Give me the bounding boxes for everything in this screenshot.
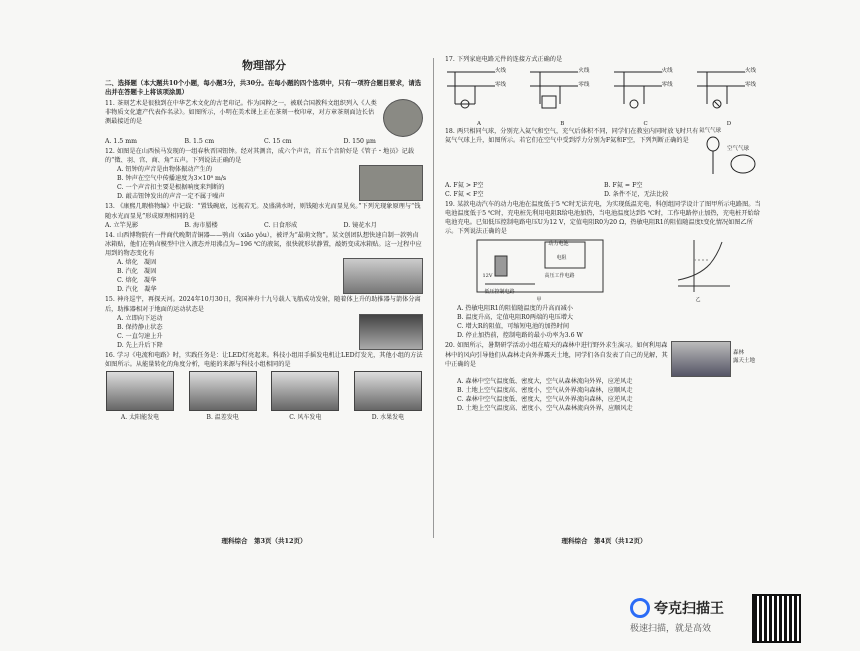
option-a: A. 1.5 mm (105, 138, 137, 145)
option-a: A. F氦 > F空 (445, 181, 484, 189)
circuit-figures (445, 236, 763, 304)
circuit-d (695, 64, 763, 126)
high-voltage-label: 高压工作电路 (544, 273, 575, 280)
circuit-a (445, 64, 513, 126)
figure-yi (664, 236, 734, 304)
resistor-label: 电阻 (556, 255, 567, 262)
option-label: D. 水果发电 (371, 414, 405, 422)
option-c: C. 森林中空气温度低、密度大，空气从外界流向森林，应逆风走 (457, 396, 633, 404)
brand-slogan: 极速扫描，就是高效 (630, 624, 712, 634)
option-c: C. 15 cm (264, 138, 292, 145)
bell-set-photo (359, 165, 423, 201)
scanner-logo-icon (630, 598, 650, 618)
open-land-label: 露天土地 (733, 358, 756, 365)
neutral-wire-label: 零线 (661, 82, 673, 89)
question-number: 16. (105, 351, 115, 359)
question-stem: 某款电动汽车的动力电池在温度低于5 ℃时无法充电，为实现低温充电，科创组同学设计了图甲所示电路图。当电池温度低于5 ℃时，充电桩先利用电阻R给电池加热，当电池温度达到5 ℃时，工作电路停止加热，充电桩开始给电池充电。已知低压控制电路电压U为12 V，定值电阻R0为20 Ω，热敏电阻R1的阻值随温度t变化情况如图乙所示。下列说法正确的是 (445, 200, 761, 236)
question-number: 18. (445, 128, 455, 136)
option-d: D. 150 μm (343, 138, 376, 145)
neutral-wire-label: 零线 (495, 82, 507, 89)
option-a (105, 371, 175, 422)
section-header: 二、选择题（本大题共10个小题，每小题3分，共30分。在每小题的四个选项中，只有一项符合题目要求，请选出并在答题卡上将该项涂黑） (105, 79, 422, 96)
option-d: D. 镜花水月 (343, 221, 377, 229)
option-a: A. 立即向下运动 (117, 314, 163, 322)
circuit-b (528, 64, 596, 126)
option-c: C (643, 121, 648, 128)
scanner-watermark (630, 598, 750, 638)
option-b: B. 1.5 cm (184, 138, 215, 145)
windmill-photo (271, 371, 339, 411)
question-number: 15. (105, 296, 115, 304)
question-15 (105, 295, 423, 349)
question-stem: 两只相同气球，分别充入氦气和空气，充气后体积不同，同学们在教室内同时放飞时只有氦气气球上升，如图所示。若它们在空气中受到浮力分别为F氦和F空，下列判断正确的是 (445, 128, 699, 145)
balloon-figure (699, 127, 763, 180)
question-16 (105, 351, 423, 423)
option-label: B. 温差发电 (206, 414, 239, 422)
question-12 (105, 147, 423, 201)
option-c: C. 一个声音扣主要是根据响度来判断的 (117, 184, 225, 192)
option-d: D. 停止加热前，控制电路的最小功率为3.6 W (457, 332, 583, 340)
neutral-wire-label: 零线 (744, 82, 756, 89)
question-17 (445, 55, 763, 126)
question-20 (445, 341, 763, 413)
question-number: 14. (105, 231, 115, 239)
forest-label: 森林 (733, 350, 745, 357)
resistance-temperature-graph (664, 236, 734, 296)
option-b: B. 温度升高，定值电阻R0两端的电压增大 (457, 314, 574, 322)
circuit-options (445, 64, 763, 126)
live-wire-label: 火线 (661, 68, 673, 75)
option-d: D. 先上升后下降 (117, 341, 163, 349)
options (445, 190, 763, 199)
option-a: A. 热敏电阻R1的阻值随温度的升高而减小 (457, 305, 573, 313)
options (445, 181, 763, 190)
question-stem: 下列家庭电路元件的连接方式正确的是 (457, 56, 563, 63)
option-b: B. 钟声在空气中传播速度为3×10⁸ m/s (117, 175, 227, 183)
option-label: A. 太阳能发电 (120, 414, 160, 422)
question-stem: 如图是在山西侯马发现的一组春秋晋国钮钟。经对其测音，成六个声音，首五个音阶好是《管子・地员》记载的“徵、羽、宫、商、角”五声。下列说法正确的是 (105, 148, 414, 165)
figure-jia (475, 236, 605, 304)
brand-name: 夸克扫描王 (654, 601, 724, 617)
question-13 (105, 202, 423, 229)
question-stem: 学习《电流和电路》时，实践任务是：让LED灯亮起来。科技小组用手摇发电机让LED灯发光，其他小组的方法如图所示。从能量转化的角度分析，电能的来源与科技小组相同的是 (105, 351, 423, 369)
options (105, 221, 423, 230)
question-14 (105, 231, 423, 295)
low-voltage-label: 低压控制电路 (484, 289, 515, 296)
option-a: A. 钮钟的声音是由物体振动产生的 (117, 166, 213, 174)
circuit-c (612, 64, 680, 126)
qr-code-icon (752, 594, 801, 643)
option-d: D. 土地上空气温度高、密度小，空气从森林流向外界，应顺风走 (457, 405, 633, 413)
figure-yi-caption: 乙 (695, 297, 701, 304)
question-number: 20. (445, 342, 455, 350)
voltage-label: 12V (482, 273, 493, 280)
option-a: A. 森林中空气温度低、密度大，空气从森林流向外界，应逆风走 (457, 378, 633, 386)
owl-vessel-photo (343, 258, 423, 294)
option-a: A. 立竿见影 (105, 221, 139, 229)
option-label: C. 风车发电 (289, 414, 322, 422)
page-divider (433, 58, 434, 538)
page-title: 物理部分 (242, 59, 286, 72)
figure-jia-caption: 甲 (536, 297, 542, 304)
question-19 (445, 200, 763, 341)
question-stem: 山西博物院有一件商代晚期青铜器——鸮卣（xiāo yǒu），被评为“最萌文物”。某文创团队想快速自制一款鸮卣冰箱贴，他们在鸮卣模型中注入液态并用沸点为−196 ℃的液氮，很快就形状静置，敲奶变成冰箱贴。这一过程中应用到的物态变化有 (105, 231, 422, 258)
option-c: C. 一直匀速上升 (117, 332, 163, 340)
question-18 (445, 127, 763, 198)
question-number: 17. (445, 56, 455, 63)
option-c (270, 371, 340, 422)
option-b: B. 海市蜃楼 (184, 221, 218, 229)
option-b: B (560, 121, 565, 128)
air-balloon-label: 空气气球 (727, 146, 750, 153)
rocket-launch-photo (359, 314, 423, 350)
option-a: A. 熔化 凝固 (117, 259, 157, 267)
option-d: D. 汽化 凝华 (117, 286, 157, 294)
option-images (105, 371, 423, 422)
option-b (188, 371, 258, 422)
option-d: D (726, 121, 732, 128)
thermoelectric-photo (189, 371, 257, 411)
page-footer: 理科综合 第3页（共12页） (221, 537, 307, 545)
forest-figure (671, 341, 763, 377)
battery-label: 动力电池 (548, 241, 569, 248)
question-number: 13. (105, 203, 115, 211)
forest-photo (671, 341, 731, 377)
solar-power-photo (106, 371, 174, 411)
option-d (353, 371, 423, 422)
page-3 (105, 55, 423, 545)
question-number: 11. (105, 100, 115, 107)
options (105, 137, 423, 146)
option-b: B. 汽化 凝固 (117, 268, 157, 276)
option-c: C. 增大R的阻值，可缩短电池的加热时间 (457, 323, 570, 331)
option-b: B. F氦 = F空 (604, 181, 643, 189)
option-d: D. 条件不足，无法比较 (604, 190, 669, 198)
question-11 (105, 99, 423, 146)
question-number: 19. (445, 200, 455, 208)
page-4 (445, 55, 763, 545)
fruit-battery-photo (354, 371, 422, 411)
live-wire-label: 火线 (744, 68, 756, 75)
option-c: C. F氦 < F空 (445, 190, 484, 198)
option-b: B. 保持静止状态 (117, 323, 163, 331)
question-stem: 茶刻艺术是很独到在中华艺术文化的古老印记。作为国粹之一，被联合国教科文组织列入《人类非物质文化遗产代表作名录》。如图所示，小明在美术课上正在茶刻一枚印章，对方章茶刻面边长估测最接近的是 (105, 100, 377, 126)
live-wire-label: 火线 (495, 68, 507, 75)
option-c: C. 日食形成 (264, 221, 298, 229)
question-stem: 如图所示，暑期研学活动小组在晴天的森林中进行野外求生演习。如何利用森林中的风向引导他们从森林走向外界露天土地，同学们各自发表了自己的见解，其中正确的是 (445, 342, 668, 368)
option-c: C. 熔化 凝华 (117, 277, 157, 285)
live-wire-label: 火线 (578, 68, 590, 75)
question-stem: 《康熙几暇格物编》中记载：“置钱碗底，远视若无。及盛满水时，则钱随水光而显见矣。”下列光现象原理与“钱随水光而显见”形成原理相同的是 (105, 203, 421, 220)
question-stem: 神舟巡宇，再探天河。2024年10月30日，我国神舟十九号载人飞船成功发射，随着体上升的助推器与箭体分离后，助推器相对于地面的运动状态是 (105, 296, 421, 313)
control-circuit-diagram (475, 236, 605, 296)
question-number: 12. (105, 148, 115, 155)
option-d: D. 敲击钮钟发出的声音一定不属于噪声 (117, 193, 225, 201)
option-a: A (477, 121, 481, 128)
neutral-wire-label: 零线 (578, 82, 590, 89)
balloon-drawing (699, 136, 763, 176)
option-b: B. 土地上空气温度高、密度小，空气从外界流向森林，应顺风走 (457, 387, 633, 395)
page-footer: 理科综合 第4页（共12页） (561, 537, 647, 545)
seal-carving-photo (383, 99, 423, 137)
helium-balloon-label: 氦气气球 (699, 128, 722, 135)
